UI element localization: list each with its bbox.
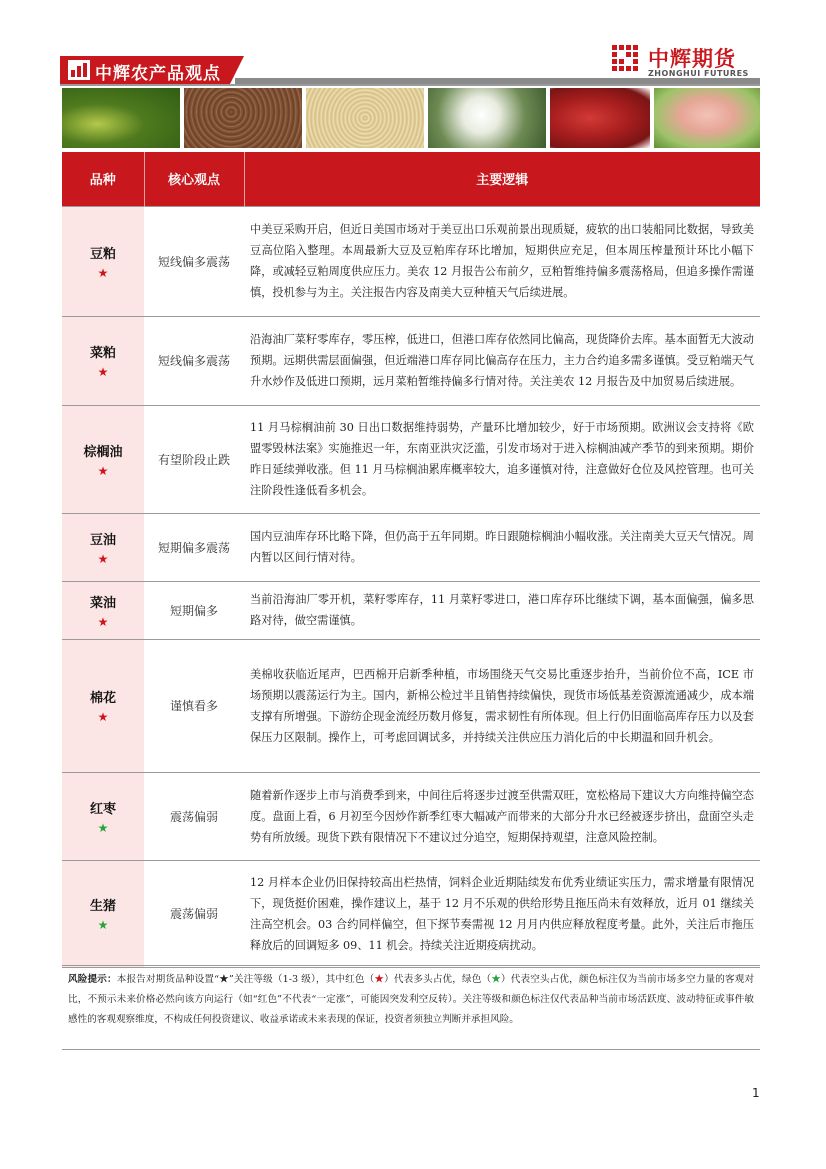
table-row bbox=[62, 513, 760, 581]
variety-name: 红枣 bbox=[89, 801, 116, 817]
header-underline bbox=[60, 84, 760, 86]
company-logo bbox=[612, 43, 762, 79]
header-variety: 品种 bbox=[62, 152, 144, 206]
core-view: 短线偏多震荡 bbox=[144, 316, 244, 405]
pig-photo bbox=[654, 88, 760, 148]
core-view: 短期偏多震荡 bbox=[144, 513, 244, 581]
table-row bbox=[62, 405, 760, 513]
commodity-view-table bbox=[62, 152, 760, 968]
table-row bbox=[62, 639, 760, 772]
table-row bbox=[62, 772, 760, 860]
section-title: 中辉农产品观点 bbox=[95, 64, 221, 84]
variety-cell bbox=[62, 639, 144, 772]
variety-name: 豆粕 bbox=[89, 246, 116, 262]
table-row bbox=[62, 860, 760, 967]
soymeal-photo bbox=[306, 88, 424, 148]
main-logic: 国内豆油库存环比略下降，但仍高于五年同期。昨日跟随棕榈油小幅收涨。关注南美大豆天气情况。周内暂以区间行情对待。 bbox=[244, 513, 760, 581]
core-view: 短期偏多 bbox=[144, 581, 244, 639]
table-header-row bbox=[62, 152, 760, 206]
main-logic: 11 月马棕榈油前 30 日出口数据维持弱势，产量环比增加较少，好于市场预期。欧洲议会支持将《欧盟零毁林法案》实施推迟一年，东南亚洪灾泛滥，引发市场对于进入棕榈油减产季节的到来预期。期价昨日延续弹收涨。但 11 月马棕榈油累库概率较大，追多谨慎对待，注意做好仓位及风控管理。也可关注阶段性逢低看多机会。 bbox=[244, 405, 760, 513]
variety-cell bbox=[62, 206, 144, 316]
variety-name: 菜粕 bbox=[89, 346, 116, 361]
star-icon: ★ bbox=[97, 551, 109, 566]
logo-mark-icon bbox=[612, 45, 640, 73]
variety-cell bbox=[62, 860, 144, 967]
red-date-photo bbox=[550, 88, 650, 148]
variety-name: 生猪 bbox=[89, 899, 116, 914]
table-row bbox=[62, 316, 760, 405]
variety-cell bbox=[62, 581, 144, 639]
main-logic: 12 月样本企业仍旧保持较高出栏热情，饲料企业近期陆续发布优秀业绩证实压力，需求增量有限情况下，现货挺价困难，操作建议上，基于 12 月不乐观的供给形势且拖压尚未有效释放，近月 01 继续关注高空机会。03 合约同样偏空，但下探节奏需视 12 月月内供应释放程度考量。此外，关注后市拖压释放后的回调短多 09、11 机会。持续关注近期疫病扰动。 bbox=[244, 860, 760, 967]
rapeseed-photo bbox=[184, 88, 302, 148]
table-row bbox=[62, 206, 760, 316]
header-main-logic: 主要逻辑 bbox=[244, 152, 760, 206]
core-view: 震荡偏弱 bbox=[144, 772, 244, 860]
risk-text-c: ）代表空头占优，颜色标注仅为当前市场多空力量的客观对比，不预示未来价格必然向该方向运行（如“红色”不代表“一定涨”，可能因突发利空反转）。关注等级和颜色标注仅代表品种当前市场活跃度、波动特征或事件敏感性的客观观察维度，不构成任何投资建议、收益承诺或未来表现的保证，投资者须独立判断并承担风险。 bbox=[68, 974, 755, 1025]
core-view: 震荡偏弱 bbox=[144, 860, 244, 967]
star-icon: ★ bbox=[97, 918, 109, 932]
risk-disclaimer bbox=[62, 965, 760, 1050]
core-view: 短线偏多震荡 bbox=[144, 206, 244, 316]
variety-name: 棉花 bbox=[89, 691, 116, 706]
logo-name-cn: 中辉期货 bbox=[648, 47, 736, 71]
main-logic: 随着新作逐步上市与消费季到来，中间往后将逐步过渡至供需双旺，宽松格局下建议大方向维持偏空态度。盘面上看，6 月初至今因炒作新季红枣大幅减产而带来的大部分升水已经被逐步挤出，盘面空头走势有所放缓。现货下跌有限情况下不建议过分追空，短期保持观望，注意风险控制。 bbox=[244, 772, 760, 860]
risk-text-b: ）代表多头占优，绿色（ bbox=[384, 974, 492, 985]
risk-label: 风险提示： bbox=[68, 974, 117, 985]
header-core-view: 核心观点 bbox=[144, 152, 244, 206]
main-logic: 沿海油厂菜籽零库存，零压榨，低进口，但港口库存依然同比偏高，现货降价去库。基本面暂无大波动预期。远期供需层面偏强，但近端港口库存同比偏高存在压力，主力合约追多需多谨慎。受豆粕端天气升水炒作及低进口预期，远月菜粕暂维持偏多行情对待。关注美农 12 月报告及中加贸易后续进展。 bbox=[244, 316, 760, 405]
soybean-pod-photo bbox=[62, 88, 180, 148]
star-icon: ★ bbox=[97, 614, 109, 629]
variety-name: 棕榈油 bbox=[83, 444, 123, 460]
bar-chart-icon bbox=[68, 60, 90, 80]
logo-name-en: ZHONGHUI FUTURES bbox=[648, 69, 749, 78]
red-star-icon: ★ bbox=[374, 974, 385, 985]
variety-cell bbox=[62, 405, 144, 513]
variety-name: 菜油 bbox=[89, 595, 116, 611]
star-icon: ★ bbox=[97, 710, 109, 724]
page-number: 1 bbox=[752, 1086, 760, 1100]
main-logic: 美棉收获临近尾声，巴西棉开启新季种植，市场围绕天气交易比重逐步抬升，当前价位不高，ICE 市场预期以震荡运行为主。国内，新棉公检过半且销售持续偏快，现货市场低基差资源流通减少，成本端支撑有所增强。下游纺企现金流经历数月修复，需求韧性有所体现。但上行仍旧面临高库存压力以及套保压力区限制。操作上，可考虑回调试多，并持续关注供应压力消化后的中长期温和回升机会。 bbox=[244, 639, 760, 772]
star-icon: ★ bbox=[97, 820, 109, 835]
variety-cell bbox=[62, 772, 144, 860]
table-row bbox=[62, 581, 760, 639]
star-icon: ★ bbox=[97, 463, 109, 478]
star-icon: ★ bbox=[97, 365, 109, 379]
core-view: 有望阶段止跌 bbox=[144, 405, 244, 513]
star-icon: ★ bbox=[97, 265, 109, 280]
main-logic: 中美豆采购开启，但近日美国市场对于美豆出口乐观前景出现质疑，疲软的出口装船同比数据，导致美豆高位陷入整理。本周最新大豆及豆粕库存环比增加，短期供应充足，但本周压榨量预计环比小幅下降，或减轻豆粕周度供应压力。美农 12 月报告公布前夕，豆粕暂维持偏多震荡格局，但追多操作需谨慎，投机参与为主。关注报告内容及南美大豆种植天气后续进展。 bbox=[244, 206, 760, 316]
variety-cell bbox=[62, 316, 144, 405]
core-view: 谨慎看多 bbox=[144, 639, 244, 772]
variety-cell bbox=[62, 513, 144, 581]
green-star-icon: ★ bbox=[491, 974, 501, 985]
main-logic: 当前沿海油厂零开机，菜籽零库存，11 月菜籽零进口，港口库存环比继续下调，基本面偏强，偏多思路对待，做空需谨慎。 bbox=[244, 581, 760, 639]
cotton-photo bbox=[428, 88, 546, 148]
variety-name: 豆油 bbox=[89, 532, 116, 548]
risk-text-a: 本报告对期货品种设置“★”关注等级（1-3 级），其中红色（ bbox=[116, 974, 375, 985]
